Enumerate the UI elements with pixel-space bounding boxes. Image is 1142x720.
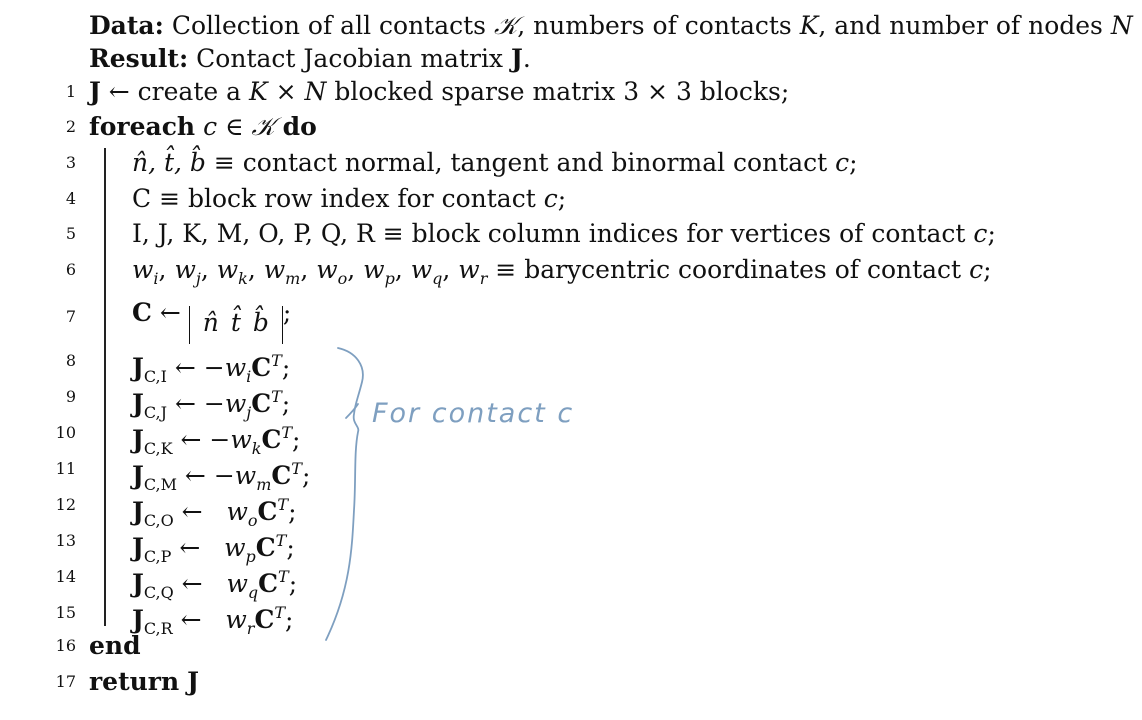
algorithm-line-4 bbox=[0, 183, 1142, 215]
line-number: 2 bbox=[65, 117, 76, 136]
transpose: T bbox=[277, 495, 289, 514]
assign-end: ; bbox=[292, 425, 301, 454]
assign-end: ; bbox=[288, 569, 298, 598]
contact-set-symbol: 𝒦 bbox=[493, 11, 518, 40]
l2-c: c bbox=[203, 112, 218, 141]
w-sub: q bbox=[247, 583, 259, 602]
line-number: 6 bbox=[65, 260, 76, 279]
data-label: Data: bbox=[89, 11, 164, 40]
j-block-index: C,O bbox=[143, 511, 174, 530]
assign-op: ← bbox=[173, 569, 227, 598]
tangent-vector: t̂ bbox=[230, 308, 241, 337]
data-text-c: , and number of nodes bbox=[818, 11, 1111, 40]
j-block: J bbox=[132, 461, 144, 490]
l7-arrow: ← bbox=[151, 298, 189, 327]
j-block-index: C,P bbox=[143, 547, 172, 566]
algorithm-line-8 bbox=[0, 345, 1142, 386]
l3-end: ; bbox=[849, 148, 858, 177]
algorithm-line-5 bbox=[0, 218, 1142, 250]
algorithm-line-2 bbox=[0, 111, 1142, 143]
assign-op: ← − bbox=[172, 425, 231, 454]
algorithm-line-7 bbox=[0, 298, 1142, 337]
l5-c: c bbox=[973, 219, 988, 248]
l2-in: ∈ bbox=[217, 112, 252, 141]
l1-text: ← create a bbox=[100, 77, 249, 106]
l4-text: C ≡ block row index for contact bbox=[132, 184, 544, 213]
assign-op: ← − bbox=[176, 461, 235, 490]
transpose: T bbox=[291, 459, 302, 478]
w-symbol: w bbox=[230, 425, 252, 454]
assign-end: ; bbox=[286, 533, 295, 562]
l3-c: c bbox=[835, 148, 850, 177]
normal-vector: n̂ bbox=[202, 308, 219, 337]
w-symbol: w bbox=[458, 255, 480, 284]
transpose: T bbox=[274, 603, 286, 622]
c-matrix: C bbox=[255, 533, 276, 562]
algorithm-line-6 bbox=[0, 254, 1142, 286]
transpose: T bbox=[278, 567, 289, 586]
w-sub: m bbox=[256, 475, 272, 494]
line-number: 1 bbox=[65, 82, 76, 101]
transpose: T bbox=[281, 423, 293, 442]
line-number: 13 bbox=[55, 531, 76, 550]
l3-vars: n̂, t̂, b̂ bbox=[132, 148, 206, 177]
end-keyword: end bbox=[89, 631, 141, 660]
line-number: 9 bbox=[65, 387, 76, 406]
transpose: T bbox=[271, 351, 282, 370]
line-number: 12 bbox=[55, 495, 76, 514]
line-number: 10 bbox=[55, 423, 76, 442]
w-sub: m bbox=[285, 269, 301, 288]
w-sub: o bbox=[337, 269, 348, 288]
c-matrix: C bbox=[261, 425, 282, 454]
w-sub: i bbox=[246, 367, 252, 386]
do-keyword: do bbox=[282, 112, 317, 141]
result-text: Contact Jacobian matrix bbox=[196, 44, 511, 73]
j-block-index: C,R bbox=[143, 619, 173, 638]
line-number: 16 bbox=[55, 636, 76, 655]
j-block: J bbox=[132, 425, 144, 454]
assign-end: ; bbox=[281, 389, 291, 418]
w-sub: p bbox=[384, 269, 395, 288]
assign-op: ← bbox=[172, 605, 226, 634]
w-sub: k bbox=[251, 439, 262, 458]
w-symbol: w bbox=[224, 389, 247, 418]
w-sub: k bbox=[238, 269, 248, 288]
j-block: J bbox=[132, 605, 144, 634]
line-number: 17 bbox=[55, 672, 76, 691]
transpose: T bbox=[271, 387, 282, 406]
n-symbol: N bbox=[1110, 11, 1133, 40]
algorithm-data-line bbox=[0, 10, 1142, 42]
l2-contact-set: 𝒦 bbox=[251, 112, 275, 141]
algorithm-line-12 bbox=[0, 489, 1142, 530]
assign-end: ; bbox=[281, 353, 291, 382]
algorithm-line-14 bbox=[0, 561, 1142, 602]
algorithm-line-3 bbox=[0, 147, 1142, 179]
data-text-b: , numbers of contacts bbox=[517, 11, 800, 40]
binormal-vector: b̂ bbox=[252, 308, 269, 337]
l4-end: ; bbox=[557, 184, 567, 213]
data-text: Collection of all contacts bbox=[171, 11, 494, 40]
algorithm-line-11 bbox=[0, 453, 1142, 494]
w-symbol: w bbox=[225, 605, 247, 634]
l1-times: × bbox=[267, 77, 305, 106]
algorithm-line-15 bbox=[0, 597, 1142, 638]
algorithm-line-13 bbox=[0, 525, 1142, 566]
line-number: 4 bbox=[65, 189, 76, 208]
l6-c: c bbox=[969, 255, 984, 284]
algorithm-line-1 bbox=[0, 76, 1142, 108]
j-block: J bbox=[132, 569, 144, 598]
w-symbol: w bbox=[226, 569, 248, 598]
w-symbol: w bbox=[226, 497, 248, 526]
c-matrix: C bbox=[251, 389, 272, 418]
barycentric-weights: $w_i$, $w_j$, $w_k$, $w_m$, $w_o$, $w_p$, $w_q$, $w_r$ ≡ barycentric coordinates of contact c; bbox=[132, 255, 992, 288]
j-block: J bbox=[132, 389, 144, 418]
c-matrix: C bbox=[271, 461, 292, 490]
c-matrix: C bbox=[258, 569, 279, 598]
line-number: 5 bbox=[65, 224, 76, 243]
assign-op: ← bbox=[171, 533, 225, 562]
line-number: 14 bbox=[55, 567, 76, 586]
c-matrix: C bbox=[257, 497, 278, 526]
l3-text: ≡ contact normal, tangent and binormal contact bbox=[205, 148, 836, 177]
w-symbol: w bbox=[224, 533, 246, 562]
result-end: . bbox=[522, 44, 531, 73]
j-block: J bbox=[132, 353, 144, 382]
w-symbol: w bbox=[234, 461, 257, 490]
assign-op: ← bbox=[173, 497, 227, 526]
w-sub: j bbox=[246, 403, 252, 422]
w-sub: r bbox=[246, 619, 255, 638]
w-sub: p bbox=[245, 547, 256, 566]
j-block-index: C,Q bbox=[143, 583, 174, 602]
assign-end: ; bbox=[285, 605, 294, 634]
result-label: Result: bbox=[89, 44, 189, 73]
w-symbol: w bbox=[174, 255, 196, 284]
j-block-index: C,M bbox=[143, 475, 177, 494]
return-j: J bbox=[187, 667, 199, 696]
l7-end: ; bbox=[282, 298, 292, 327]
line-number: 11 bbox=[55, 459, 76, 478]
handwritten-annotation: For contact c bbox=[372, 398, 575, 429]
line-number: 8 bbox=[65, 351, 76, 370]
w-symbol: w bbox=[216, 255, 239, 284]
matrix-j: J bbox=[89, 77, 101, 106]
j-block-index: C,K bbox=[143, 439, 173, 458]
assign-end: ; bbox=[301, 461, 311, 490]
w-symbol: w bbox=[132, 255, 154, 284]
w-sub: j bbox=[195, 269, 201, 288]
l6-end: ; bbox=[983, 255, 992, 284]
algorithm-line-16 bbox=[0, 630, 1142, 662]
l7-c-matrix: C bbox=[132, 298, 152, 327]
result-j: J bbox=[510, 44, 523, 73]
transpose: T bbox=[275, 531, 287, 550]
line-number: 3 bbox=[65, 153, 76, 172]
w-sub: o bbox=[247, 511, 258, 530]
l1-k: K bbox=[248, 77, 268, 106]
l5-end: ; bbox=[987, 219, 996, 248]
assign-end: ; bbox=[288, 497, 297, 526]
w-symbol: w bbox=[224, 353, 247, 382]
assign-op: ← − bbox=[166, 353, 225, 382]
l5-text: I, J, K, M, O, P, Q, R ≡ block column indices for vertices of contact bbox=[132, 219, 974, 248]
c-matrix: C bbox=[251, 353, 272, 382]
return-keyword: return bbox=[89, 667, 180, 696]
w-sub: q bbox=[432, 269, 443, 288]
w-sub: r bbox=[479, 269, 488, 288]
assign-op: ← − bbox=[167, 389, 225, 418]
line-number: 15 bbox=[55, 603, 76, 622]
l6-text: ≡ barycentric coordinates of contact bbox=[487, 255, 970, 284]
l4-c: c bbox=[543, 184, 558, 213]
foreach-keyword: foreach bbox=[89, 112, 196, 141]
j-block-index: C,J bbox=[143, 403, 168, 422]
algorithm-line-17 bbox=[0, 666, 1142, 698]
c-matrix: C bbox=[254, 605, 275, 634]
w-symbol: w bbox=[363, 255, 385, 284]
w-symbol: w bbox=[316, 255, 338, 284]
j-block: J bbox=[132, 533, 144, 562]
basis-matrix bbox=[189, 306, 283, 344]
l1-n: N bbox=[304, 77, 327, 106]
w-symbol: w bbox=[410, 255, 433, 284]
algorithm-result-line bbox=[0, 43, 1142, 75]
j-block-index: C,I bbox=[143, 367, 167, 386]
k-symbol: K bbox=[799, 11, 819, 40]
w-sub: i bbox=[153, 269, 159, 288]
w-symbol: w bbox=[263, 255, 286, 284]
line-number: 7 bbox=[65, 307, 76, 326]
j-block: J bbox=[132, 497, 144, 526]
l1-rest: blocked sparse matrix 3 × 3 blocks; bbox=[326, 77, 790, 106]
